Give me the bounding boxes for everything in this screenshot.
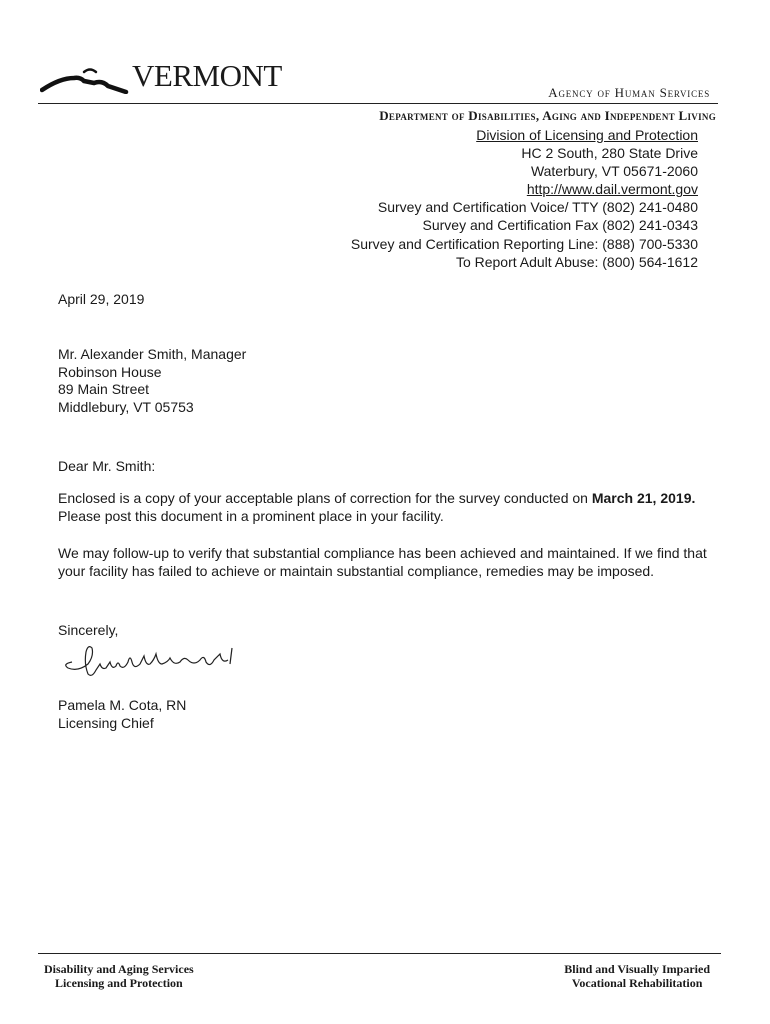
- footer-right: [564, 962, 710, 990]
- paragraph-text: Enclosed is a copy of your acceptable plans of correction for the survey conducted on: [58, 490, 592, 506]
- department-name: Department of Disabilities, Aging and Independent Living: [379, 108, 716, 123]
- recipient-line: Robinson House: [58, 363, 162, 380]
- footer-right-line1: Blind and Visually Imparied: [564, 962, 710, 976]
- footer-rule: [38, 953, 721, 954]
- signer-block: [58, 697, 186, 732]
- footer-left-line2: Licensing and Protection: [54, 976, 183, 990]
- header-rule: [38, 103, 718, 104]
- vermont-logo: [40, 58, 280, 98]
- contact-block: [351, 126, 698, 271]
- salutation: Dear Mr. Smith:: [58, 458, 156, 474]
- signer-name: Pamela M. Cota, RN: [58, 697, 187, 713]
- phone-fax: Survey and Certification Fax (802) 241-0343: [422, 217, 698, 234]
- phone-abuse: To Report Adult Abuse: (800) 564-1612: [455, 253, 698, 270]
- signer-title: Licensing Chief: [58, 714, 154, 731]
- letter-date: April 29, 2019: [58, 291, 145, 307]
- state-name: VERMONT: [132, 58, 282, 93]
- footer-left: [44, 962, 194, 990]
- handwritten-signature-icon: [58, 640, 248, 682]
- paragraph-followup: We may follow-up to verify that substantial compliance has been achieved and maintained. If we find that your facility has failed to achieve or maintain substantial compliance, remedies may be imposed.: [58, 545, 707, 579]
- signature: [58, 640, 248, 687]
- closing: Sincerely,: [58, 622, 119, 638]
- address-line1: HC 2 South, 280 State Drive: [521, 145, 698, 162]
- phone-voice: Survey and Certification Voice/ TTY (802) 241-0480: [377, 199, 698, 216]
- paragraph-enclosure: [58, 490, 708, 525]
- phone-reporting: Survey and Certification Reporting Line: (888) 700-5330: [350, 235, 698, 252]
- recipient-line: 89 Main Street: [58, 381, 150, 397]
- recipient-address: [58, 346, 246, 416]
- mountain-logo-icon: [40, 64, 130, 94]
- survey-date: March 21, 2019.: [591, 490, 696, 506]
- address-line2: Waterbury, VT 05671-2060: [530, 163, 698, 180]
- website-link[interactable]: http://www.dail.vermont.gov: [526, 181, 698, 198]
- paragraph-text: Please post this document in a prominent place in your facility.: [58, 507, 444, 524]
- agency-name: Agency of Human Services: [548, 85, 710, 100]
- footer-right-line2: Vocational Rehabilitation: [571, 976, 703, 990]
- recipient-line: Mr. Alexander Smith, Manager: [58, 346, 247, 362]
- recipient-line: Middlebury, VT 05753: [58, 398, 194, 415]
- division-name: Division of Licensing and Protection: [476, 127, 698, 143]
- footer-left-line1: Disability and Aging Services: [44, 962, 194, 976]
